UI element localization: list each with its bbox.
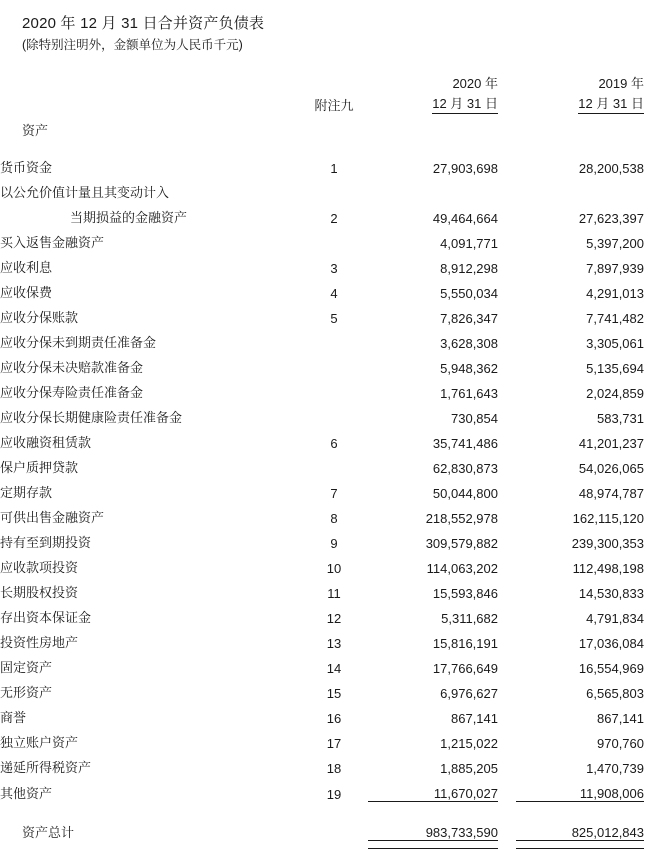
row-pad bbox=[644, 326, 664, 351]
row-pad bbox=[644, 426, 664, 451]
row-gap bbox=[498, 551, 516, 576]
spacer-cell bbox=[498, 139, 516, 151]
total-value-2019: 825,012,843 bbox=[571, 825, 644, 840]
row-pad bbox=[644, 576, 664, 601]
row-value-2020: 50,044,800 bbox=[432, 486, 498, 501]
row-note-number: 11 bbox=[327, 586, 341, 601]
row-value-2019: 16,554,969 bbox=[578, 661, 644, 676]
row-value-2020: 867,141 bbox=[451, 711, 498, 726]
table-row bbox=[0, 176, 664, 201]
row-value-2020: 62,830,873 bbox=[432, 461, 498, 476]
row-value-2020: 114,063,202 bbox=[426, 561, 498, 576]
header-pad-2 bbox=[644, 92, 664, 114]
table-row bbox=[0, 651, 664, 676]
table-row bbox=[0, 701, 664, 726]
total-double-rule-row bbox=[0, 841, 664, 849]
row-label: 应收分保未决赔款准备金 bbox=[0, 360, 144, 375]
row-value-2020: 1,761,643 bbox=[440, 386, 498, 401]
rule-pad bbox=[644, 802, 664, 813]
row-label: 应收分保账款 bbox=[0, 310, 79, 325]
spacer-cell bbox=[0, 139, 300, 151]
row-gap bbox=[498, 726, 516, 751]
row-value-2020: 5,948,362 bbox=[440, 361, 498, 376]
row-pad bbox=[644, 301, 664, 326]
row-value-2020: 1,885,205 bbox=[440, 761, 498, 776]
row-gap bbox=[498, 176, 516, 201]
row-label: 当期损益的金融资产 bbox=[70, 210, 188, 225]
row-pad bbox=[644, 201, 664, 226]
row-gap bbox=[498, 701, 516, 726]
row-pad bbox=[644, 451, 664, 476]
row-gap bbox=[498, 501, 516, 526]
row-note-number bbox=[300, 451, 368, 476]
row-pad bbox=[644, 276, 664, 301]
row-note-number: 18 bbox=[326, 761, 342, 776]
total-note bbox=[300, 812, 368, 841]
row-value-2019: 7,741,482 bbox=[586, 311, 644, 326]
dbl-label-spacer bbox=[0, 841, 300, 849]
row-value-2019: 162,115,120 bbox=[572, 511, 644, 526]
header-col1-year: 2020 年 bbox=[452, 76, 498, 91]
row-label: 其他资产 bbox=[0, 785, 53, 801]
dbl-gap bbox=[498, 841, 516, 849]
row-gap bbox=[498, 326, 516, 351]
row-label: 独立账户资产 bbox=[0, 735, 79, 750]
row-label: 存出资本保证金 bbox=[0, 610, 92, 625]
row-label: 投资性房地产 bbox=[0, 635, 79, 650]
table-row bbox=[0, 301, 664, 326]
row-pad bbox=[644, 601, 664, 626]
row-value-2019: 970,760 bbox=[597, 736, 644, 751]
row-gap bbox=[498, 751, 516, 776]
row-value-2020: 6,976,627 bbox=[440, 686, 498, 701]
row-pad bbox=[644, 351, 664, 376]
spacer-cell bbox=[368, 139, 498, 151]
row-pad bbox=[644, 776, 664, 802]
row-value-2019: 28,200,538 bbox=[578, 161, 644, 176]
row-note-number: 2 bbox=[330, 211, 338, 226]
total-row bbox=[0, 812, 664, 841]
header-note-spacer bbox=[300, 70, 368, 92]
row-pad bbox=[644, 476, 664, 501]
row-label: 长期股权投资 bbox=[0, 585, 79, 600]
row-pad bbox=[644, 726, 664, 751]
row-pad bbox=[644, 701, 664, 726]
balance-sheet-table bbox=[0, 70, 664, 849]
row-note-number: 16 bbox=[326, 711, 342, 726]
row-gap bbox=[498, 576, 516, 601]
table-row bbox=[0, 351, 664, 376]
row-value-2020: 4,091,771 bbox=[440, 236, 498, 251]
row-gap bbox=[498, 426, 516, 451]
total-gap bbox=[498, 812, 516, 841]
row-note-number: 19 bbox=[326, 786, 342, 802]
header-spacer-2 bbox=[0, 92, 300, 114]
section-value-2020 bbox=[368, 114, 498, 139]
table-row bbox=[0, 476, 664, 501]
row-label: 应收分保未到期责任准备金 bbox=[0, 335, 157, 350]
row-value-2020: 218,552,978 bbox=[425, 511, 498, 526]
table-row bbox=[0, 526, 664, 551]
rule-note-spacer bbox=[300, 802, 368, 813]
row-value-2019 bbox=[516, 176, 644, 201]
table-row bbox=[0, 326, 664, 351]
row-value-2019: 5,397,200 bbox=[586, 236, 644, 251]
row-gap bbox=[498, 301, 516, 326]
row-pad bbox=[644, 401, 664, 426]
row-label: 无形资产 bbox=[0, 685, 53, 700]
row-gap bbox=[498, 451, 516, 476]
header-row-year bbox=[0, 70, 664, 92]
row-pad bbox=[644, 751, 664, 776]
section-pad bbox=[644, 114, 664, 139]
table-row bbox=[0, 501, 664, 526]
row-pad bbox=[644, 501, 664, 526]
row-label: 持有至到期投资 bbox=[0, 535, 92, 550]
row-value-2020: 27,903,698 bbox=[432, 161, 498, 176]
header-row-date bbox=[0, 92, 664, 114]
table-row bbox=[0, 376, 664, 401]
table-row bbox=[0, 151, 664, 176]
dbl-col2 bbox=[516, 841, 644, 849]
table-row bbox=[0, 251, 664, 276]
section-spacer-row bbox=[0, 139, 664, 151]
row-value-2020: 15,816,191 bbox=[432, 636, 498, 651]
row-gap bbox=[498, 276, 516, 301]
section-note bbox=[300, 114, 368, 139]
row-label: 买入返售金融资产 bbox=[0, 235, 105, 250]
title-block bbox=[22, 14, 264, 54]
page-subtitle: (除特别注明外，金额单位为人民币千元) bbox=[22, 38, 243, 52]
row-label: 定期存款 bbox=[0, 485, 53, 500]
header-spacer bbox=[0, 70, 300, 92]
row-label: 货币资金 bbox=[0, 160, 53, 175]
header-note-label: 附注九 bbox=[314, 98, 354, 113]
row-label: 应收融资租赁款 bbox=[0, 435, 92, 450]
row-pad bbox=[644, 526, 664, 551]
row-value-2020: 49,464,664 bbox=[432, 211, 498, 226]
row-note-number: 17 bbox=[326, 736, 342, 751]
row-gap bbox=[498, 601, 516, 626]
rule-col1 bbox=[368, 802, 498, 813]
row-note-number: 15 bbox=[326, 686, 342, 701]
table-row bbox=[0, 751, 664, 776]
row-gap bbox=[498, 201, 516, 226]
total-value-2020: 983,733,590 bbox=[425, 825, 498, 840]
row-note-number: 6 bbox=[330, 436, 338, 451]
row-value-2019: 17,036,084 bbox=[578, 636, 644, 651]
row-value-2019: 7,897,939 bbox=[586, 261, 644, 276]
header-col1-date-text: 12 月 31 日 bbox=[432, 93, 498, 114]
row-note-number: 8 bbox=[330, 511, 338, 526]
row-gap bbox=[498, 151, 516, 176]
rule-gap bbox=[498, 802, 516, 813]
row-value-2020: 309,579,882 bbox=[425, 536, 498, 551]
row-value-2020: 7,826,347 bbox=[440, 311, 498, 326]
table-row bbox=[0, 576, 664, 601]
row-gap bbox=[498, 626, 516, 651]
header-pad bbox=[644, 70, 664, 92]
row-value-2020: 3,628,308 bbox=[440, 336, 498, 351]
page-title: 2020 年 12 月 31 日合并资产负债表 bbox=[22, 15, 265, 32]
row-gap bbox=[498, 351, 516, 376]
row-note-number: 9 bbox=[330, 536, 338, 551]
row-pad bbox=[644, 226, 664, 251]
row-pad bbox=[644, 151, 664, 176]
row-value-2019: 2,024,859 bbox=[586, 386, 644, 401]
row-gap bbox=[498, 776, 516, 802]
spacer-cell bbox=[644, 139, 664, 151]
table-body bbox=[0, 114, 664, 849]
row-label: 应收利息 bbox=[0, 260, 53, 275]
row-value-2019: 27,623,397 bbox=[578, 211, 644, 226]
table-row bbox=[0, 776, 664, 802]
table-row bbox=[0, 426, 664, 451]
row-note-number bbox=[300, 401, 368, 426]
row-value-2020: 5,550,034 bbox=[440, 286, 498, 301]
row-value-2020: 730,854 bbox=[451, 411, 498, 426]
table-header bbox=[0, 70, 664, 114]
row-gap bbox=[498, 476, 516, 501]
table-row bbox=[0, 201, 664, 226]
row-note-number: 13 bbox=[326, 636, 342, 651]
row-value-2019: 14,530,833 bbox=[578, 586, 644, 601]
row-note-number: 7 bbox=[330, 486, 338, 501]
row-value-2019: 4,291,013 bbox=[586, 286, 644, 301]
row-pad bbox=[644, 251, 664, 276]
row-gap bbox=[498, 376, 516, 401]
row-label: 保户质押贷款 bbox=[0, 460, 79, 475]
row-gap bbox=[498, 251, 516, 276]
row-value-2019: 583,731 bbox=[597, 411, 644, 426]
subtotal-rule-row bbox=[0, 802, 664, 813]
row-note-number: 4 bbox=[330, 286, 338, 301]
row-value-2020: 35,741,486 bbox=[432, 436, 498, 451]
row-label: 递延所得税资产 bbox=[0, 760, 92, 775]
row-value-2019: 3,305,061 bbox=[586, 336, 644, 351]
row-label: 应收款项投资 bbox=[0, 560, 79, 575]
row-gap bbox=[498, 401, 516, 426]
header-gap bbox=[498, 70, 516, 92]
rule-col2 bbox=[516, 802, 644, 813]
section-value-2019 bbox=[516, 114, 644, 139]
row-value-2020: 8,912,298 bbox=[440, 261, 498, 276]
row-label: 可供出售金融资产 bbox=[0, 510, 105, 525]
table-row bbox=[0, 276, 664, 301]
row-value-2020: 17,766,649 bbox=[432, 661, 498, 676]
row-value-2019: 6,565,803 bbox=[586, 686, 644, 701]
header-col2-date-text: 12 月 31 日 bbox=[578, 93, 644, 114]
row-label: 固定资产 bbox=[0, 660, 53, 675]
table-row bbox=[0, 601, 664, 626]
row-label: 以公允价值计量且其变动计入 bbox=[0, 185, 170, 200]
header-col2-date bbox=[516, 92, 644, 114]
table-row bbox=[0, 401, 664, 426]
row-value-2019: 867,141 bbox=[597, 711, 644, 726]
row-value-2019: 4,791,834 bbox=[586, 611, 644, 626]
spacer-cell bbox=[516, 139, 644, 151]
row-note-number: 12 bbox=[326, 611, 342, 626]
row-note-number bbox=[300, 376, 368, 401]
row-pad bbox=[644, 626, 664, 651]
table-row bbox=[0, 551, 664, 576]
row-label: 商誉 bbox=[0, 710, 27, 725]
row-pad bbox=[644, 376, 664, 401]
row-gap bbox=[498, 676, 516, 701]
row-note-number: 1 bbox=[330, 161, 338, 176]
row-value-2019: 5,135,694 bbox=[586, 361, 644, 376]
dbl-note-spacer bbox=[300, 841, 368, 849]
dbl-pad bbox=[644, 841, 664, 849]
header-gap-2 bbox=[498, 92, 516, 114]
total-label: 资产总计 bbox=[22, 824, 75, 840]
row-value-2019: 112,498,198 bbox=[572, 561, 644, 576]
row-note-number bbox=[300, 176, 368, 201]
row-value-2019: 48,974,787 bbox=[578, 486, 644, 501]
table-row bbox=[0, 451, 664, 476]
row-pad bbox=[644, 676, 664, 701]
header-col2-year: 2019 年 bbox=[598, 76, 644, 91]
row-note-number: 3 bbox=[330, 261, 338, 276]
row-value-2020 bbox=[368, 176, 498, 201]
row-value-2020: 1,215,022 bbox=[440, 736, 498, 751]
row-value-2019: 54,026,065 bbox=[578, 461, 644, 476]
row-label: 应收分保长期健康险责任准备金 bbox=[0, 410, 183, 425]
row-note-number: 5 bbox=[330, 311, 338, 326]
spacer-cell bbox=[300, 139, 368, 151]
table-row bbox=[0, 726, 664, 751]
row-value-2019: 1,470,739 bbox=[586, 761, 644, 776]
dbl-col1 bbox=[368, 841, 498, 849]
row-note-number: 10 bbox=[326, 561, 342, 576]
rule-label-spacer bbox=[0, 802, 300, 813]
row-pad bbox=[644, 651, 664, 676]
header-col1-date bbox=[368, 92, 498, 114]
row-label: 应收保费 bbox=[0, 285, 53, 300]
section-gap bbox=[498, 114, 516, 139]
table-row bbox=[0, 626, 664, 651]
row-value-2019: 239,300,353 bbox=[571, 536, 644, 551]
section-title: 资产 bbox=[22, 123, 49, 138]
row-pad bbox=[644, 176, 664, 201]
row-gap bbox=[498, 651, 516, 676]
table-row bbox=[0, 226, 664, 251]
row-value-2020: 5,311,682 bbox=[441, 611, 498, 626]
row-pad bbox=[644, 551, 664, 576]
row-value-2019: 41,201,237 bbox=[578, 436, 644, 451]
table-row bbox=[0, 676, 664, 701]
row-value-2020: 15,593,846 bbox=[432, 586, 498, 601]
section-header-row bbox=[0, 114, 664, 139]
row-note-number: 14 bbox=[326, 661, 342, 676]
row-note-number bbox=[300, 326, 368, 351]
row-value-2019: 11,908,006 bbox=[579, 786, 644, 801]
row-note-number bbox=[300, 226, 368, 251]
row-label: 应收分保寿险责任准备金 bbox=[0, 385, 144, 400]
row-note-number bbox=[300, 351, 368, 376]
row-gap bbox=[498, 526, 516, 551]
row-gap bbox=[498, 226, 516, 251]
row-value-2020: 11,670,027 bbox=[433, 786, 498, 801]
total-pad bbox=[644, 812, 664, 841]
